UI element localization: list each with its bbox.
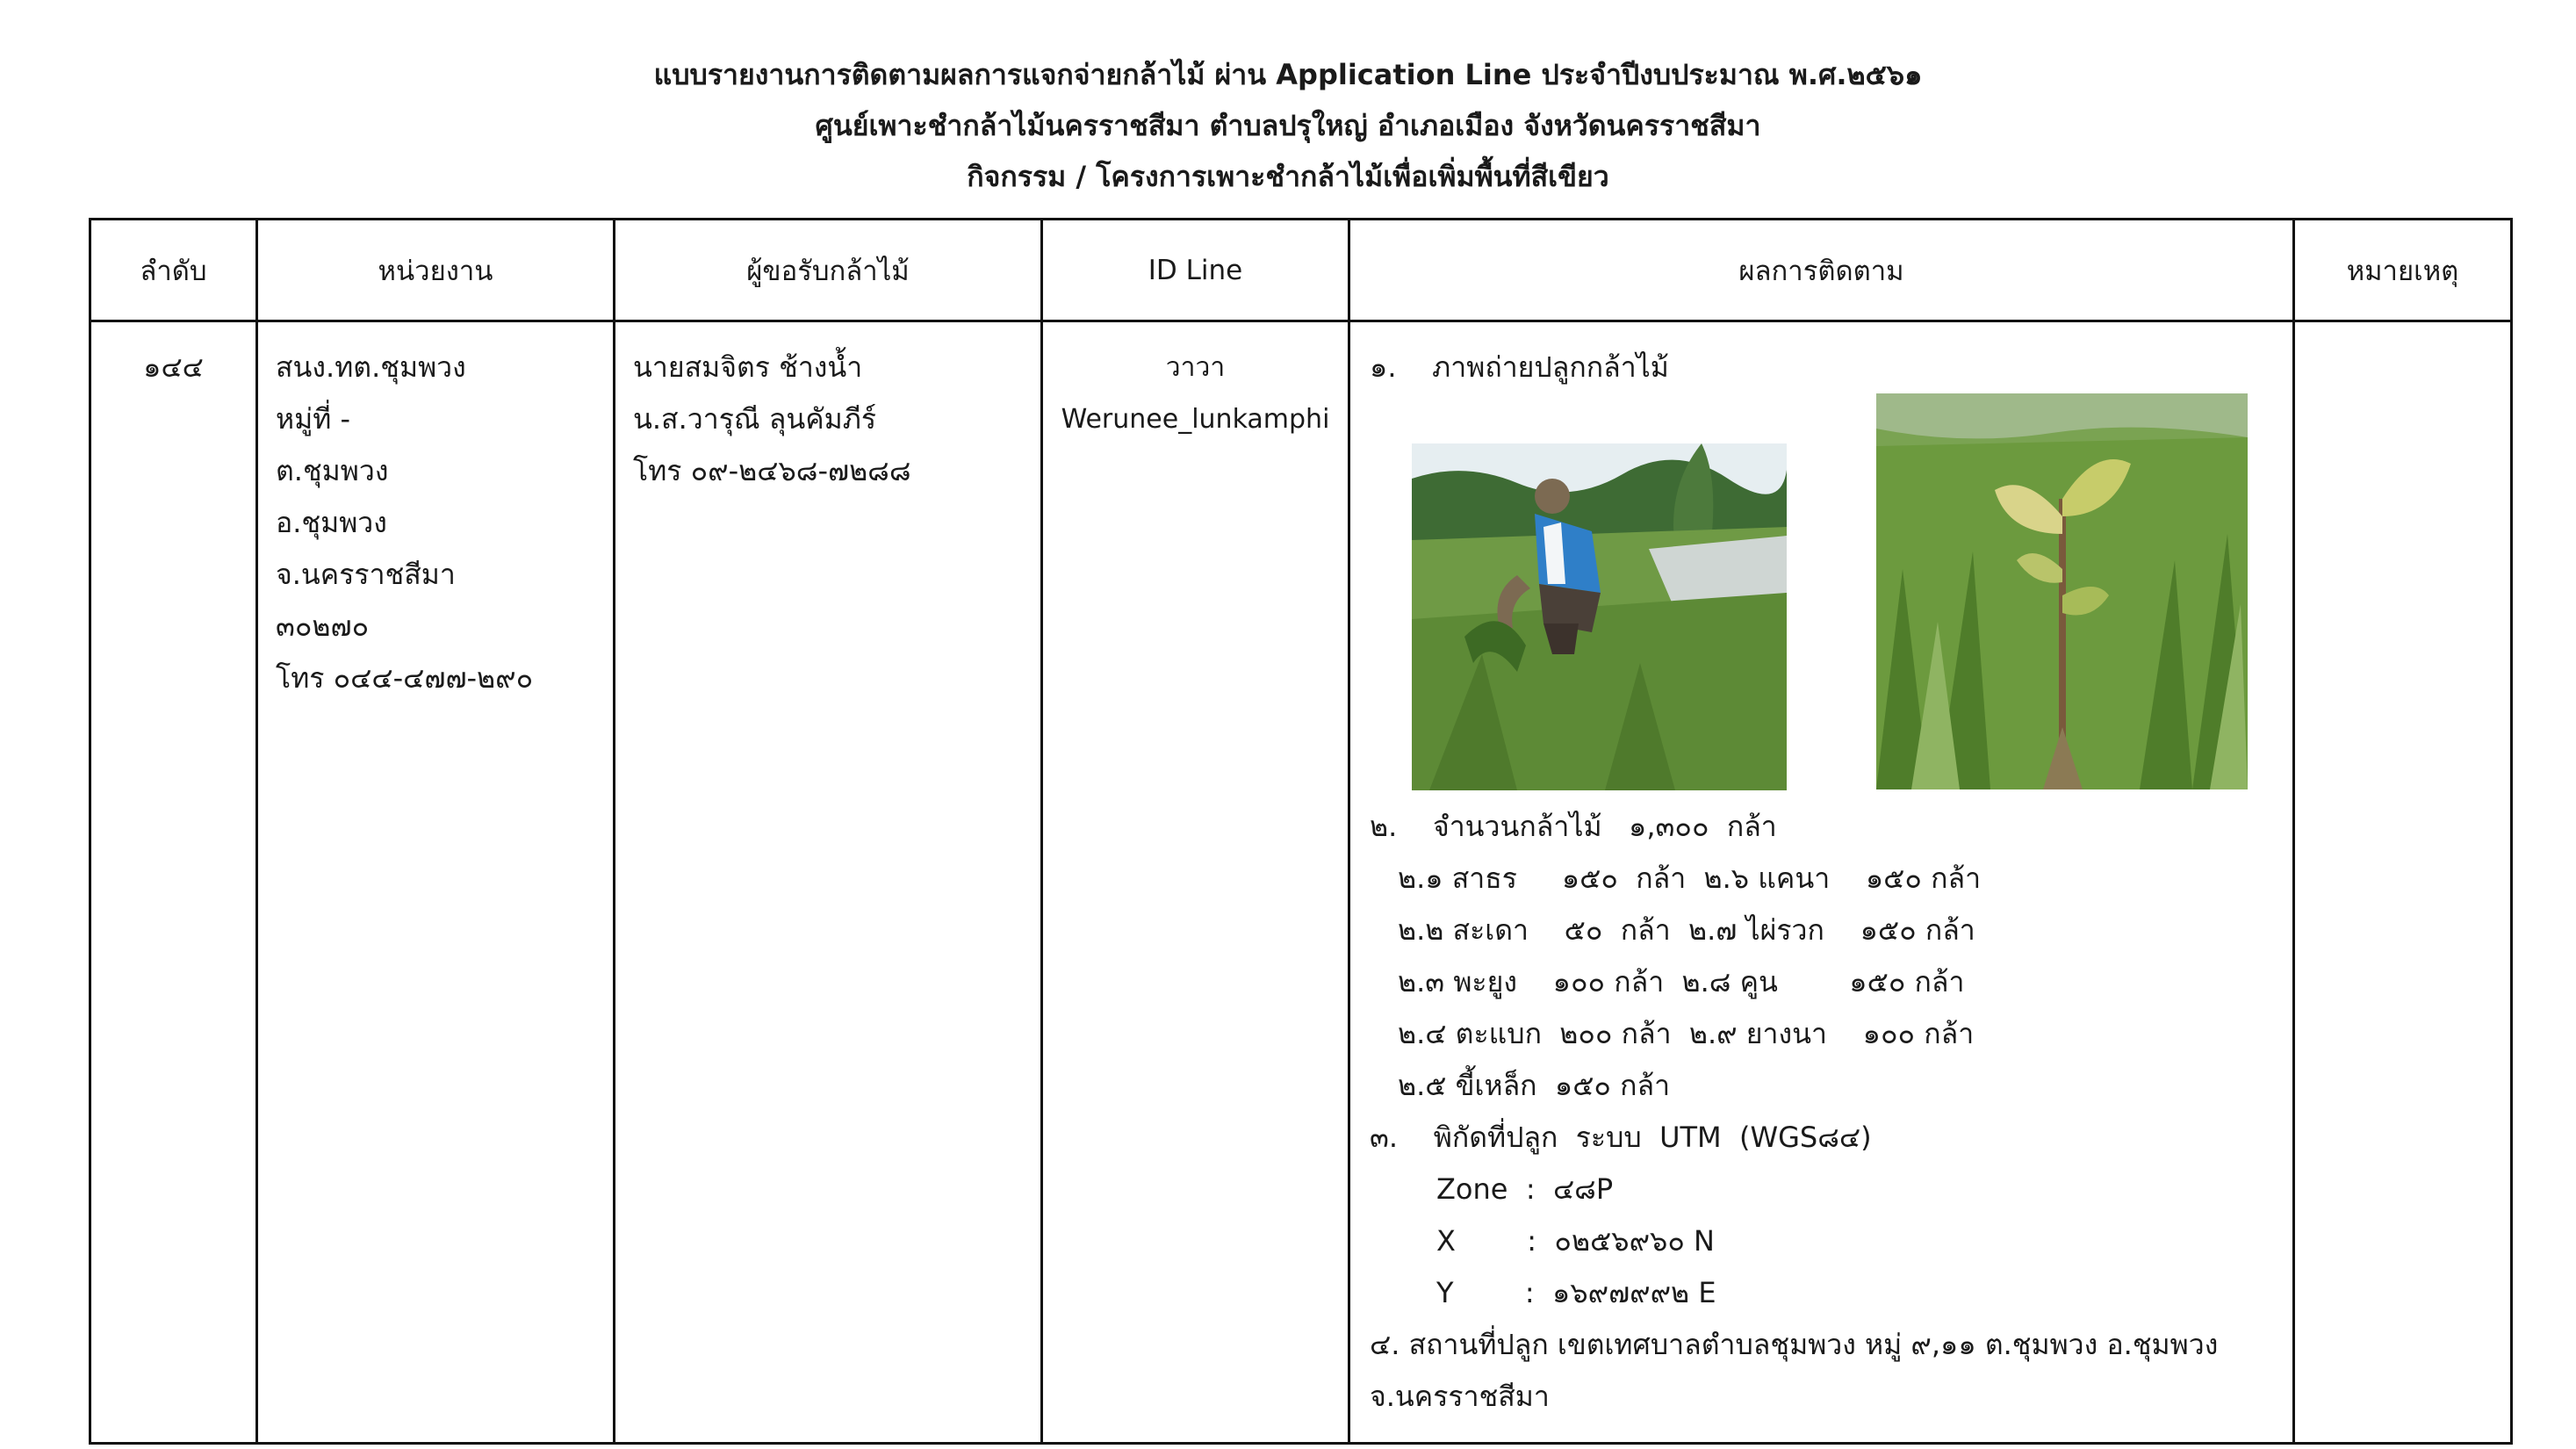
coord-line: X : ๐๒๕๖๙๖๐ N [1436, 1224, 1715, 1258]
col-remark: หมายเหตุ [2294, 220, 2512, 321]
agency-line: หมู่ที่ - [276, 402, 350, 436]
agency-line: สนง.ทต.ชุมพวง [276, 350, 466, 384]
report-table [89, 218, 2513, 1445]
cell-order [90, 321, 257, 1444]
count-heading: ๒. จำนวนกล้าไม้ ๑,๓๐๐ กล้า [1370, 810, 1777, 843]
coord-line: Y : ๑๖๙๗๙๙๒ E [1436, 1276, 1716, 1309]
location-line: ๔. สถานที่ปลูก เขตเทศบาลตำบลชุมพวง หมู่ ๙,๑๑ ต.ชุมพวง อ.ชุมพวง [1370, 1328, 2219, 1361]
photo-area [1370, 393, 2275, 801]
report-title-block [0, 49, 2576, 202]
id-line-value: Werunee_lunkamphi [1061, 404, 1330, 435]
remark-text [2295, 322, 2510, 361]
col-order: ลำดับ [90, 220, 257, 321]
table-row [90, 321, 2512, 1444]
agency-line: โทร ๐๔๔-๔๗๗-๒๙๐ [276, 661, 534, 695]
species-line: ๒.๔ ตะแบก ๒๐๐ กล้า ๒.๙ ยางนา ๑๐๐ กล้า [1398, 1017, 1975, 1050]
report-activity: กิจกรรม / โครงการเพาะชำกล้าไม้เพื่อเพิ่มพื้นที่สีเขียว [967, 160, 1609, 193]
cell-agency [257, 321, 615, 1444]
col-agency: หน่วยงาน [257, 220, 615, 321]
coord-line: Zone : ๔๘P [1436, 1172, 1614, 1206]
planting-photo-seedling [1876, 393, 2248, 789]
cell-result [1349, 321, 2294, 1444]
col-id-line: ID Line [1042, 220, 1349, 321]
agency-line: ๓๐๒๗๐ [276, 609, 370, 643]
agency-line: อ.ชุมพวง [276, 506, 387, 539]
cell-remark [2294, 321, 2512, 1444]
id-line-value: วาวา [1165, 352, 1226, 383]
location-line: จ.นครราชสีมา [1370, 1380, 1550, 1413]
recipient-line: นายสมจิตร ช้างน้ำ [633, 350, 863, 384]
species-line: ๒.๒ สะเดา ๕๐ กล้า ๒.๗ ไผ่รวก ๑๕๐ กล้า [1398, 913, 1975, 947]
recipient-line: น.ส.วารุณี ลุนคัมภีร์ [633, 402, 876, 436]
agency-line: ต.ชุมพวง [276, 454, 389, 487]
order-number: ๑๔๔ [143, 350, 204, 384]
col-recipient: ผู้ขอรับกล้าไม้ [615, 220, 1042, 321]
photo-heading: ๑. ภาพถ่ายปลูกกล้าไม้ [1370, 350, 1669, 384]
species-line: ๒.๕ ขี้เหล็ก ๑๕๐ กล้า [1398, 1069, 1671, 1102]
planting-photo-man [1412, 443, 1787, 790]
agency-line: จ.นครราชสีมา [276, 558, 456, 591]
cell-id-line [1042, 321, 1349, 1444]
col-result: ผลการติดตาม [1349, 220, 2294, 321]
report-title: แบบรายงานการติดตามผลการแจกจ่ายกล้าไม้ ผ่าน Application Line ประจำปีงบประมาณ พ.ศ.๒๕๖๑ [653, 58, 1923, 91]
table-header-row [90, 220, 2512, 321]
cell-recipient [615, 321, 1042, 1444]
report-center: ศูนย์เพาะชำกล้าไม้นครราชสีมา ตำบลปรุใหญ่ อำเภอเมือง จังหวัดนครราชสีมา [815, 109, 1761, 142]
species-line: ๒.๑ สาธร ๑๕๐ กล้า ๒.๖ แคนา ๑๕๐ กล้า [1398, 861, 1982, 895]
recipient-line: โทร ๐๙-๒๔๖๘-๗๒๘๘ [633, 454, 911, 487]
species-line: ๒.๓ พะยูง ๑๐๐ กล้า ๒.๘ คูน ๑๕๐ กล้า [1398, 965, 1965, 998]
coord-heading: ๓. พิกัดที่ปลูก ระบบ UTM (WGS๘๔) [1370, 1121, 1872, 1154]
